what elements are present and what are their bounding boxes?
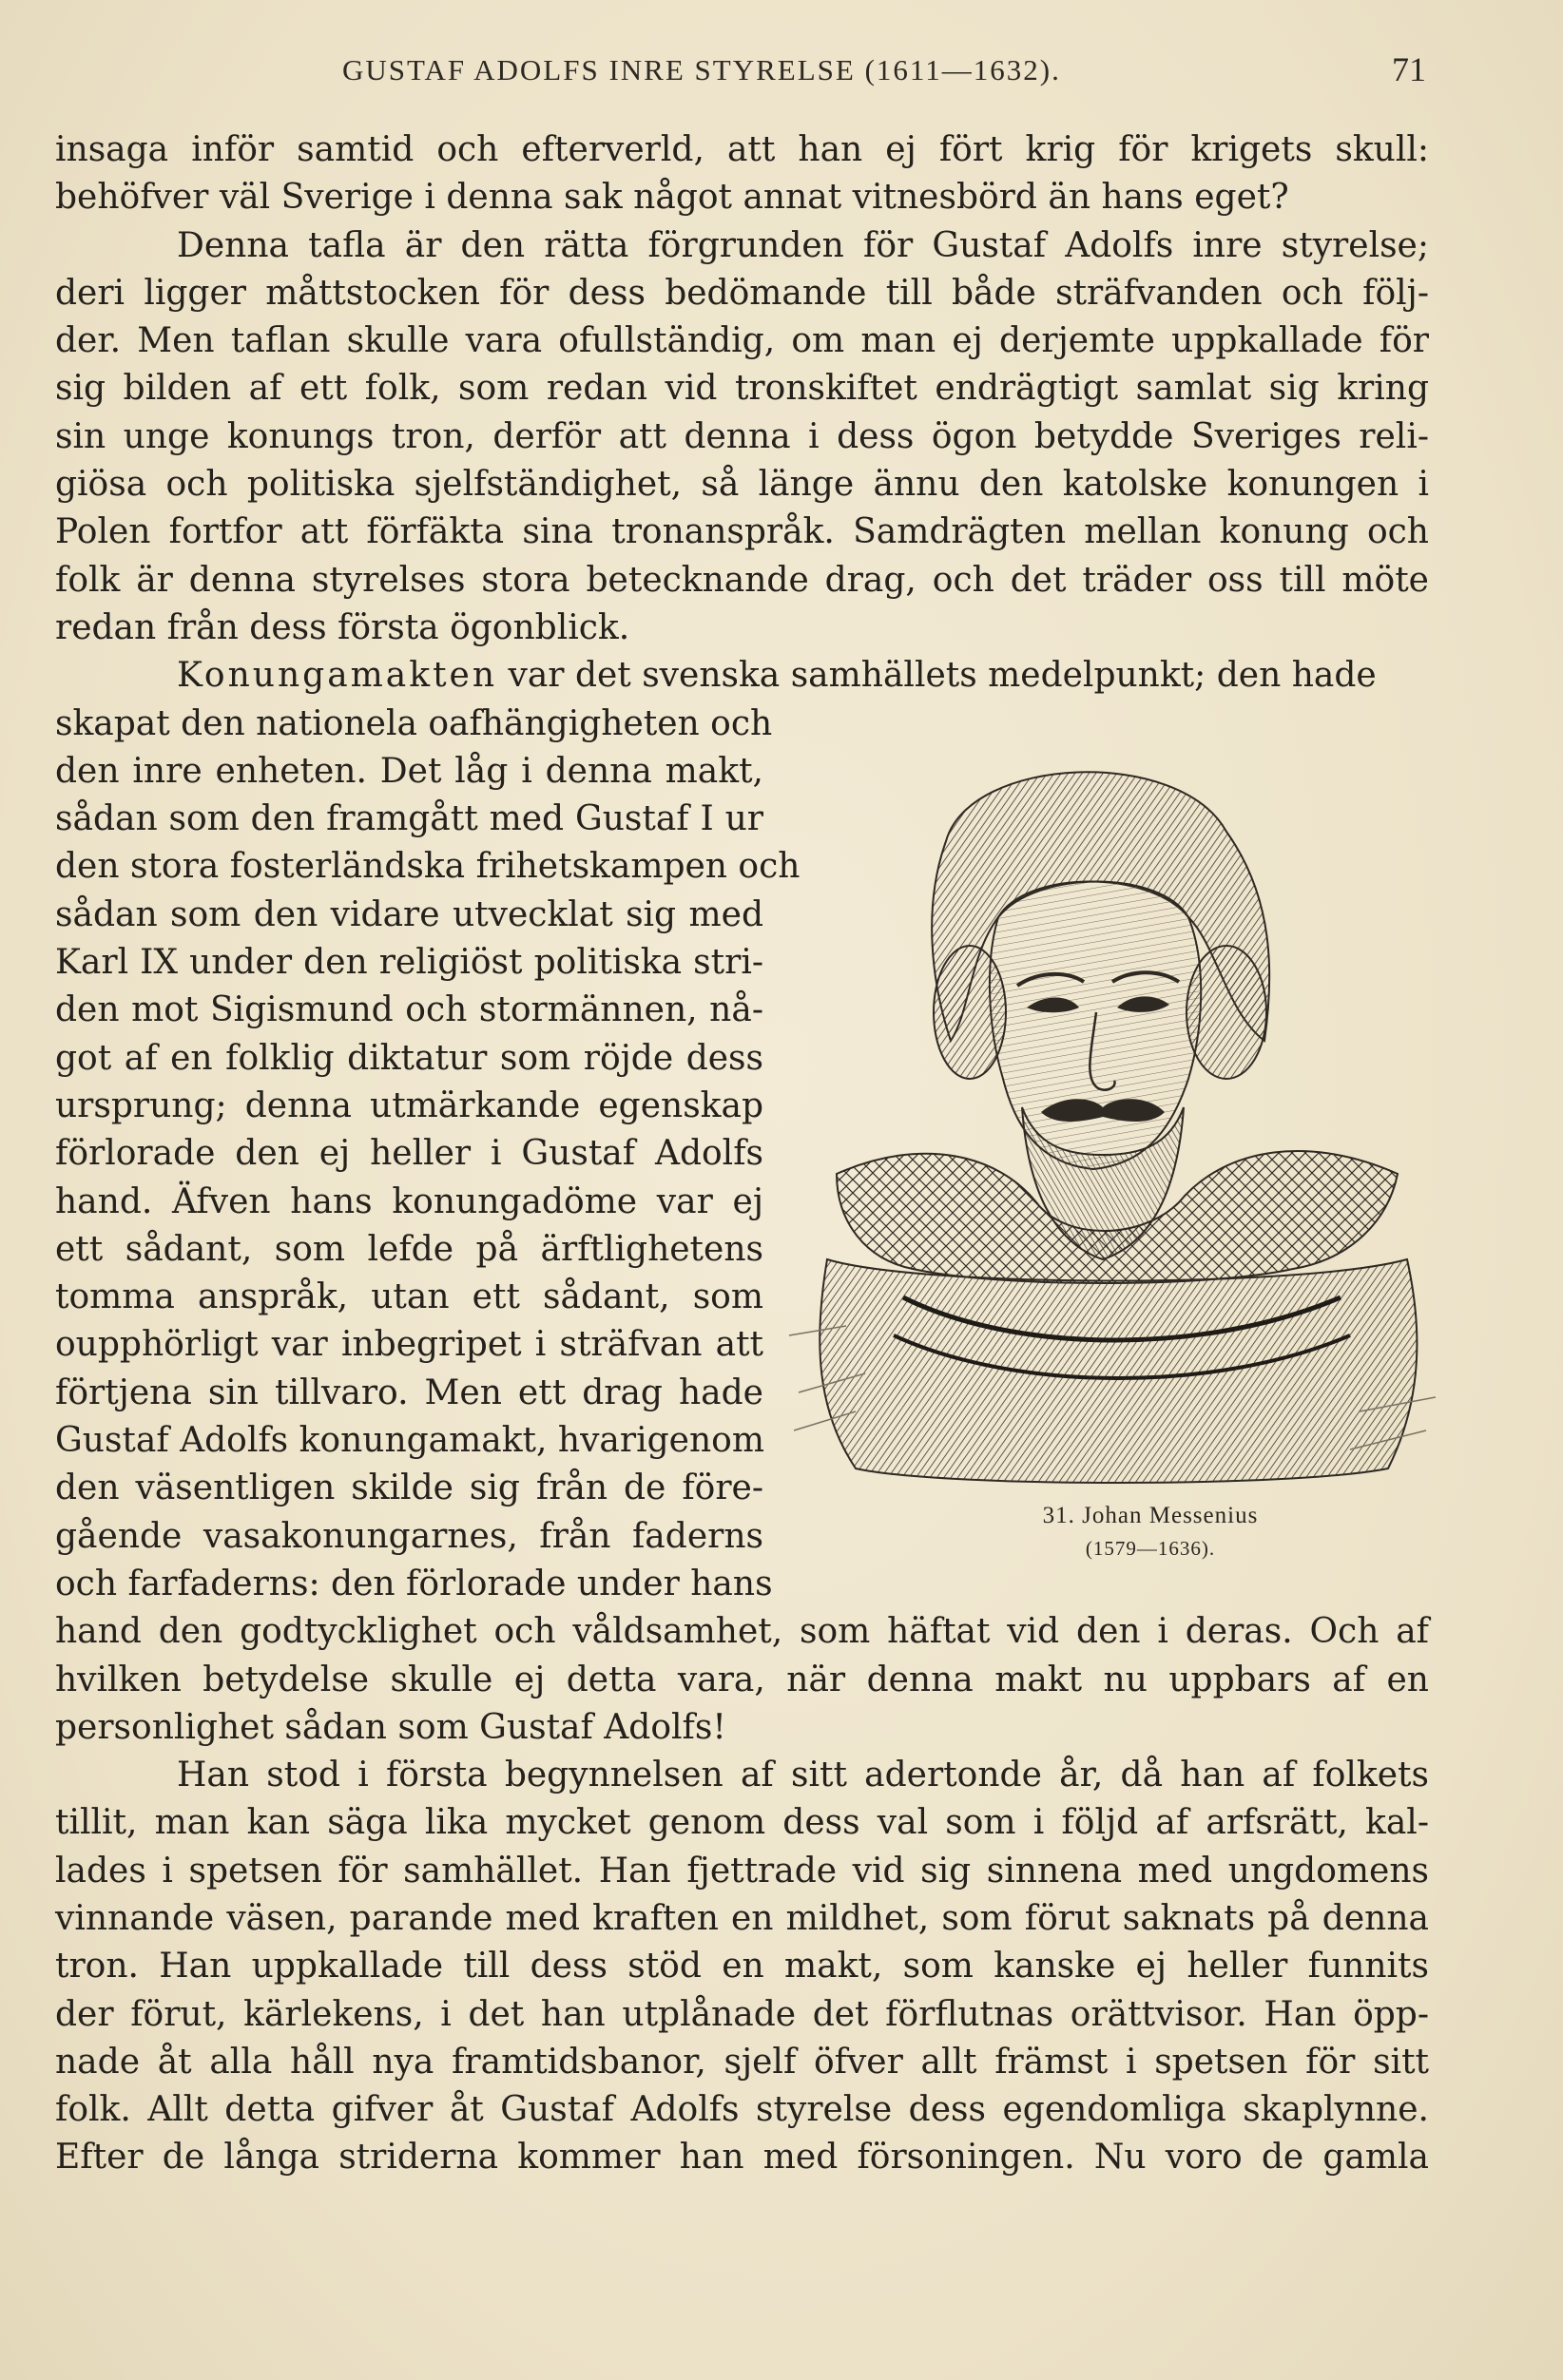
text-line: Denna tafla är den rätta förgrunden för Gustaf Adolfs inre styrelse; bbox=[177, 225, 1429, 265]
text-line: den inre enheten. Det låg i denna makt, bbox=[55, 751, 763, 791]
figure-number: 31. bbox=[1042, 1503, 1075, 1528]
text-line: och farfaderns: den förlorade under hans bbox=[55, 1564, 773, 1603]
figure-name: Johan Messenius bbox=[1082, 1503, 1259, 1528]
lead-word: Konungamakten bbox=[177, 656, 498, 696]
text-line: giösa och politiska sjelfständighet, så länge ännu den katolske konungen i bbox=[55, 465, 1429, 505]
text-line: Han stod i första begynnelsen af sitt adertonde år, då han af folkets bbox=[177, 1756, 1429, 1795]
text-line: tron. Han uppkallade till dess stöd en makt, som kanske ej heller funnits bbox=[55, 1947, 1429, 1987]
text-line: got af en folklig diktatur som röjde dess bbox=[55, 1038, 763, 1078]
text-line: insaga inför samtid och efterverld, att han ej fört krig för krigets skull: bbox=[55, 130, 1429, 169]
text-line: förlorade den ej heller i Gustaf Adolfs bbox=[55, 1134, 763, 1174]
text-line: redan från dess första ögonblick. bbox=[55, 607, 630, 647]
page-number: 71 bbox=[1392, 50, 1426, 88]
text-line: ett sådant, som lefde på ärftlighetens bbox=[55, 1229, 763, 1269]
text-line: förtjena sin tillvaro. Men ett drag hade bbox=[55, 1372, 763, 1412]
text-line: sig bilden af ett folk, som redan vid tronskiftet endrägtigt samlat sig kring bbox=[55, 369, 1429, 409]
text-line: den stora fosterländska frihetskampen och bbox=[55, 847, 801, 887]
text-line: Gustaf Adolfs konungamakt, hvarigenom bbox=[55, 1421, 764, 1461]
text-line: tillit, man kan säga lika mycket genom dess val som i följd af arfsrätt, kal- bbox=[55, 1803, 1429, 1843]
figure-caption bbox=[960, 1500, 1341, 1564]
text-segment: var det svenska samhällets medelpunkt; den hade bbox=[497, 656, 1377, 696]
text-line: der. Men taflan skulle vara ofullständig, om man ej derjemte uppkallade för bbox=[55, 321, 1429, 361]
text-line: nade åt alla håll nya framtidsbanor, sjelf öfver allt främst i spetsen för sitt bbox=[55, 2042, 1429, 2082]
text-line: gående vasakonungarnes, från faderns bbox=[55, 1516, 763, 1556]
text-line: hand. Äfven hans konungadöme var ej bbox=[55, 1181, 763, 1221]
text-line: behöfver väl Sverige i denna sak något annat vitnesbörd än hans eget? bbox=[55, 178, 1289, 218]
text-line: Efter de långa striderna kommer han med försoningen. Nu voro de gamla bbox=[55, 2138, 1429, 2178]
text-line: den väsentligen skilde sig från de före- bbox=[55, 1468, 763, 1508]
text-line: hand den godtycklighet och våldsamhet, som häftat vid den i deras. Och af bbox=[55, 1612, 1429, 1652]
text-line: oupphörligt var inbegripet i sträfvan att bbox=[55, 1325, 763, 1365]
text-line: hvilken betydelse skulle ej detta vara, när denna makt nu uppbars af en bbox=[55, 1660, 1429, 1699]
text-line: folk. Allt detta gifver åt Gustaf Adolfs styrelse dess egendomliga skaplynne. bbox=[55, 2090, 1429, 2130]
text-line: den mot Sigismund och stormännen, nå- bbox=[55, 990, 763, 1030]
text-line: vinnande väsen, parande med kraften en mildhet, som förut saknats på denna bbox=[55, 1898, 1429, 1938]
portrait-engraving-icon bbox=[780, 727, 1436, 1583]
caption-title bbox=[960, 1500, 1341, 1532]
text-line: Polen fortfor att förfäkta sina tronanspråk. Samdrägten mellan konung och bbox=[55, 512, 1429, 552]
page-header bbox=[342, 49, 1426, 97]
text-line: skapat den nationela oafhängigheten och bbox=[55, 703, 773, 743]
text-line bbox=[55, 652, 1429, 700]
text-line: folk är denna styrelses stora betecknande drag, och det träder oss till möte bbox=[55, 560, 1429, 600]
running-title: GUSTAF ADOLFS INRE STYRELSE (1611—1632). bbox=[342, 53, 1061, 86]
text-line: tomma anspråk, utan ett sådant, som bbox=[55, 1277, 763, 1317]
text-line: der förut, kärlekens, i det han utplånade det förflutnas orättvisor. Han öpp- bbox=[55, 1994, 1429, 2034]
figure-dates: (1579—1636). bbox=[1085, 1537, 1216, 1560]
text-line: sin unge konungs tron, derför att denna i dess ögon betydde Sveriges reli- bbox=[55, 416, 1429, 456]
text-line: lades i spetsen för samhället. Han fjettrade vid sig sinnena med ungdomens bbox=[55, 1851, 1429, 1891]
text-line: deri ligger måttstocken för dess bedömande till både sträfvanden och följ- bbox=[55, 273, 1429, 313]
text-line: personlighet sådan som Gustaf Adolfs! bbox=[55, 1707, 726, 1747]
text-line: ursprung; denna utmärkande egenskap bbox=[55, 1085, 763, 1125]
text-line: sådan som den vidare utvecklat sig med bbox=[55, 894, 763, 934]
text-line: sådan som den framgått med Gustaf I ur bbox=[55, 799, 763, 839]
text-line: Karl IX under den religiöst politiska stri- bbox=[55, 943, 763, 983]
